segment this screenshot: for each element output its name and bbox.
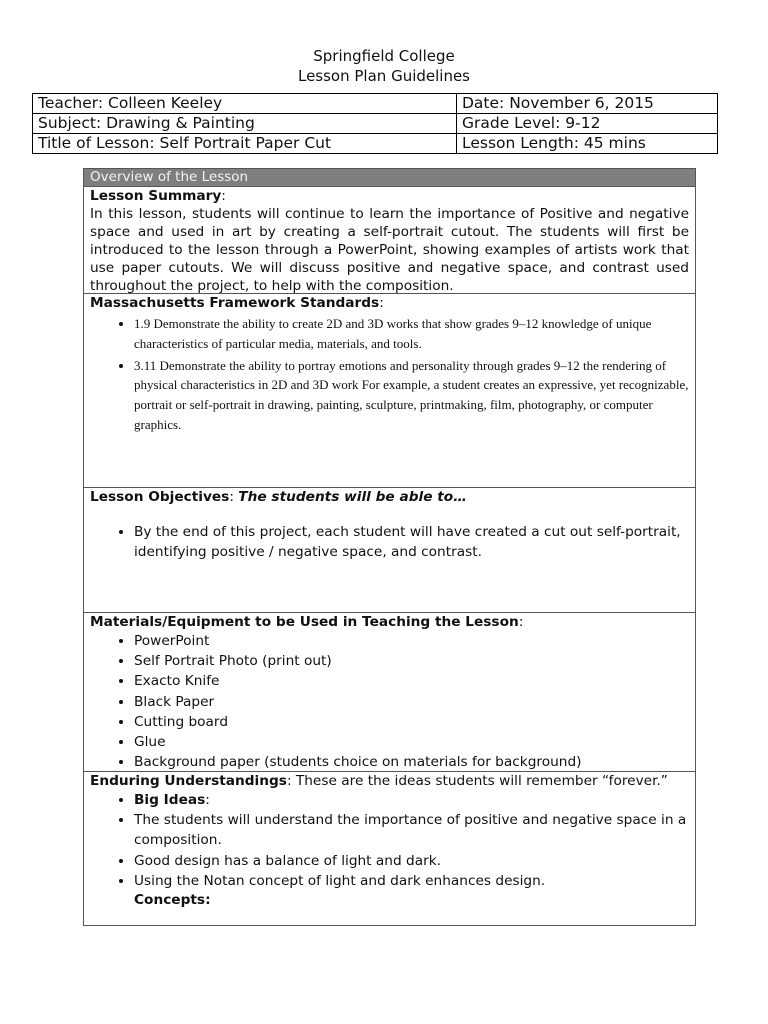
objectives-list: [90, 522, 689, 562]
lesson-plan-body: [83, 168, 696, 926]
concepts-label: Concepts:: [134, 892, 211, 909]
standards-list: [90, 314, 689, 435]
subject-cell: Subject: Drawing & Painting: [33, 114, 457, 134]
standards-label: Massachusetts Framework Standards: [90, 295, 380, 311]
objectives-lead: The students will be able to…: [238, 489, 467, 505]
big-idea-item: • Using the Notan concept of light and dark enhances design.: [134, 871, 689, 891]
standards-section: Massachusetts Framework Standards: • 1.9 Demonstrate the ability to create 2D and 3D works that show grades 9–12 knowledge of unique characteristics of particular media, materials, and tools. • 3.11 Demonstrate the ability to portray emotions and personality through grades 9–12 the rendering of physical characteristics in 2D and 3D work For example, a student creates an expressive, yet recognizable, portrait or self-portrait in drawing, painting, sculpture, printmaking, film, photography, or computer graphics.: [84, 293, 695, 487]
material-item: • Cutting board: [134, 712, 689, 732]
big-idea-item: • Good design has a balance of light and dark.: [134, 851, 689, 871]
standard-item: • 3.11 Demonstrate the ability to portray emotions and personality through grades 9–12 the rendering of physical characteristics in 2D and 3D work For example, a student creates an expressive, yet recognizable, portrait or self-portrait in drawing, painting, sculpture, printmaking, film, photography, or computer graphics.: [134, 356, 689, 435]
enduring-understandings-section: [84, 771, 695, 926]
institution-name: Springfield College: [313, 47, 455, 65]
date-cell: Date: November 6, 2015: [457, 94, 718, 114]
enduring-lead: : These are the ideas students will remember “forever.”: [286, 773, 668, 789]
overview-header: Overview of the Lesson: [84, 169, 695, 186]
material-item: • Exacto Knife: [134, 671, 689, 691]
big-ideas-list: • Big Ideas: • The students will understand the importance of positive and negative space in a composition. • Good design has a balance of light and dark. • Using the Notan concept of light and dark enhances design.: [90, 790, 689, 891]
big-idea-item: • The students will understand the importance of positive and negative space in a composition.: [134, 810, 689, 850]
enduring-label: Enduring Understandings: [90, 773, 287, 789]
material-item: • Self Portrait Photo (print out): [134, 651, 689, 671]
materials-list: [90, 631, 689, 772]
material-item: • Black Paper: [134, 692, 689, 712]
objective-item: • By the end of this project, each student will have created a cut out self-portrait, identifying positive / negative space, and contrast.: [134, 522, 689, 562]
lesson-summary-text: In this lesson, students will continue to learn the importance of Positive and negative space and used in art by creating a self-portrait cutout. The students will first be introduced to the lesson through a PowerPoint, showing examples of artists work that use paper cutouts. We will discuss positive and negative space, and contrast used throughout the project, to help with the composition.: [90, 206, 689, 294]
lesson-info-table: [32, 93, 718, 154]
material-item: • Background paper (students choice on materials for background): [134, 752, 689, 772]
lesson-summary-label: Lesson Summary: [90, 188, 222, 204]
material-item: • Glue: [134, 732, 689, 752]
materials-section: Materials/Equipment to be Used in Teaching the Lesson: • PowerPoint • Self Portrait Photo (print out) • Exacto Knife • Black Paper • Cutting board • Glue • Background paper (students choice on materials for background): [84, 612, 695, 771]
objectives-section: Lesson Objectives: The students will be able to… • By the end of this project, each student will have created a cut out self-portrait, identifying positive / negative space, and contrast.: [84, 487, 695, 612]
material-item: • PowerPoint: [134, 631, 689, 651]
standard-item: • 1.9 Demonstrate the ability to create 2D and 3D works that show grades 9–12 knowledge of unique characteristics of particular media, materials, and tools.: [134, 314, 689, 354]
lesson-length-cell: Lesson Length: 45 mins: [457, 134, 718, 154]
materials-label: Materials/Equipment to be Used in Teaching the Lesson: [90, 614, 519, 630]
lesson-title-cell: Title of Lesson: Self Portrait Paper Cut: [33, 134, 457, 154]
document-header: [0, 46, 768, 86]
lesson-summary-section: Lesson Summary: In this lesson, students will continue to learn the importance of Positive and negative space and used in art by creating a self-portrait cutout. The students will first be introduced to the lesson through a PowerPoint, showing examples of artists work that use paper cutouts. We will discuss positive and negative space, and contrast used throughout the project, to help with the composition.: [84, 186, 695, 293]
teacher-cell: Teacher: Colleen Keeley: [33, 94, 457, 114]
document-title: Lesson Plan Guidelines: [297, 67, 471, 85]
objectives-label: Lesson Objectives: [90, 489, 230, 505]
big-ideas-label: Big Ideas: [134, 792, 206, 808]
grade-cell: Grade Level: 9-12: [457, 114, 718, 134]
